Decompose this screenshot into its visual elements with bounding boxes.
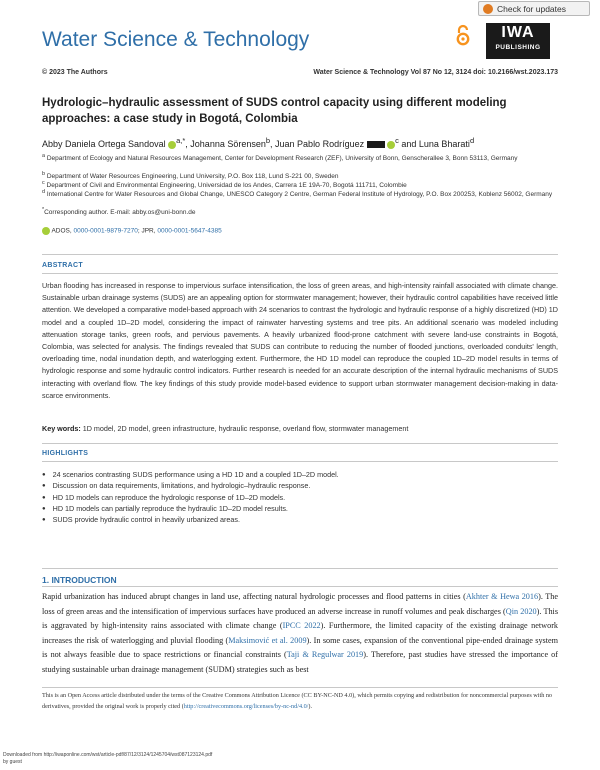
download-line: Downloaded from http://iwaponline.com/wst/article-pdf/87/12/3124/1245704/wst087123124.pdf (3, 752, 213, 758)
check-for-updates-button[interactable] (478, 1, 590, 16)
orcid-link[interactable]: 0000-0001-5647-4385 (157, 227, 222, 235)
citation-link[interactable]: IPCC 2022 (282, 621, 321, 631)
divider (42, 443, 558, 444)
abstract-text: Urban flooding has increased in response to impervious surface intensification, the loss of green areas, and high-intensity rainfall associated with climate change. Sustainable urban drainage systems (SUDS) are an appealing option for stormwater management; however, their hydraulic control capabilities have received little attention. We developed a comparative model-based approach with 24 scenarios to contrast the hydrologic and hydraulic response of a highly discretized (HD) 1D model and a coupled 1D–2D model, considering the impact of rainwater harvesting systems and tree pits. An additional scenario was modeled including attenuation storage tanks, green roofs, and pervious pavements. A heavily urbanized flood-prone catchment with severe land-use constraints in Bogotá, Colombia, was selected for analysis. The findings revealed that SUDS can contribute to reducing the number of flooded junctions, overloaded conduits' length, overloading time, nodal inundation depth, and waterlogging extent. Furthermore, the HD 1D model can reproduce the coupled 1D–2D model results in terms of hydrologic response and some hydraulic control indicators. Further research is needed for an accurate description of the internal hydraulic mechanisms of SUDS interacting with overland flow. The key findings of this study provide model-based evidence to support urban stormwater management decision-making in data-scarce environments. (42, 281, 558, 400)
affiliation-sup: c (42, 180, 45, 186)
affiliation (42, 206, 562, 217)
orcid-icon (42, 227, 50, 235)
license-link[interactable]: http://creativecommons.org/licenses/by-nc-nd/4.0/ (183, 703, 309, 710)
abstract-heading: ABSTRACT (42, 262, 83, 269)
highlight-item: ● HD 1D models can partially reproduce the hydraulic 1D–2D model results. (42, 503, 558, 514)
affiliation-text: Department of Civil and Environmental Engineering, Universidad de los Andes, Carrera 1E 19A-70, Bogotá 111711, Colombie (46, 182, 407, 190)
orcid-link[interactable]: 0000-0001-9879-7270 (73, 227, 138, 235)
license-notice (42, 690, 558, 712)
keywords-text: 1D model, 2D model, green infrastructure, hydraulic response, overland flow, stormwater management (80, 424, 409, 433)
affiliation-text: Department of Water Resources Engineering, Lund University, P.O. Box 118, Lund S-221 00, Sweden (46, 173, 339, 181)
download-line: by guest (3, 758, 22, 765)
license-text: This is an Open Access article distributed under the terms of the Creative Commons Attribution Licence (CC BY-NC-ND 4.0), which permits copying and redistribution for noncommercial purposes with no derivatives, provided the original work is properly cited ( (42, 692, 553, 710)
iwa-publishing-logo (486, 23, 550, 59)
orcid-label: ADOS, (51, 227, 74, 235)
highlights-heading: HIGHLIGHTS (42, 450, 89, 457)
body-text: ). Therefore, past studies have stressed the importance of studying sustainable urban drainage management (SUDM) strategies such as best (42, 650, 559, 674)
author-name: and Luna Bharati (398, 139, 470, 149)
highlight-item: ● 24 scenarios contrasting SUDS performance using a HD 1D and a coupled 1D–2D model. (42, 469, 558, 480)
orcid-icon[interactable] (387, 141, 395, 149)
introduction-paragraph (42, 590, 558, 678)
affiliation-sup: d (42, 189, 46, 195)
body-text: ). The loss of green areas and the intensification of impervious surfaces have produced an adverse increase in runoff volumes and peak discharges ( (42, 592, 558, 616)
orcid-icon[interactable] (168, 141, 176, 149)
divider (42, 461, 558, 462)
divider (42, 254, 558, 255)
journal-title: Water Science & Technology (42, 28, 310, 51)
divider (42, 687, 558, 688)
license-text: ). (308, 703, 313, 710)
highlight-item: ● Discussion on data requirements, limitations, and hydrologic–hydraulic response. (42, 480, 558, 491)
copyright-line: © 2023 The Authors (42, 69, 108, 76)
iwa-member-icon (367, 141, 385, 148)
citation-link[interactable]: Taji & Regulwar 2019 (286, 650, 364, 660)
check-updates-label: Check for updates (497, 3, 566, 14)
author-name: , Johanna Sörensen (185, 139, 266, 149)
orcid-line (42, 227, 222, 235)
logo-text: IWA (501, 24, 535, 41)
author-list (42, 136, 572, 149)
keywords-label: Key words: (42, 424, 81, 433)
download-watermark (3, 752, 212, 765)
body-text: ). In some cases, expansion of the conventional pipe-ended drainage system is not always feasible due to space restrictions or financial constraints ( (42, 635, 558, 660)
divider (42, 568, 558, 569)
affiliation-text: Corresponding author. E-mail: abby.os@uni-bonn.de (44, 209, 196, 217)
author-sup: d (469, 136, 475, 145)
keywords (42, 424, 558, 433)
affiliation (42, 152, 562, 163)
citation-line: Water Science & Technology Vol 87 No 12, 3124 doi: 10.2166/wst.2023.173 (313, 69, 558, 76)
logo-subtext: PUBLISHING (495, 44, 541, 51)
crossmark-icon (483, 4, 493, 14)
citation-link[interactable]: Qin 2020 (505, 606, 537, 616)
affiliation-sup: b (42, 171, 46, 177)
author-sup: a,* (176, 136, 186, 145)
orcid-label: ; JPR, (137, 227, 158, 235)
body-text: Rapid urbanization has induced abrupt changes in land use, affecting natural hydrologic processes and flood patterns in cities ( (42, 592, 466, 601)
divider (42, 273, 558, 274)
affiliation-sup: * (42, 207, 45, 213)
affiliation-sup: a (42, 153, 46, 159)
citation-link[interactable]: Akhter & Hewa 2016 (465, 592, 539, 601)
affiliation-text: International Centre for Water Resources and Global Change, UNESCO Category 2 Centre, German Federal Institute of Hydrology, P.O. Box 200253, Koblenz 56002, Germany (46, 191, 553, 199)
highlights-list (42, 469, 558, 525)
highlight-item: ● SUDS provide hydraulic control in heavily urbanized areas. (42, 514, 558, 525)
author-name: , Juan Pablo Rodríguez (270, 139, 365, 149)
body-text: ). Furthermore, the limited capacity of the existing drainage network increases the risk of waterlogging and pluvial flooding ( (42, 621, 559, 645)
author-sup: b (265, 136, 271, 145)
affiliation-text: Department of Ecology and Natural Resources Management, Center for Development Research (ZEF), University of Bonn, Genscherallee 3, Bonn 53113, Germany (46, 155, 518, 163)
highlight-item: ● HD 1D models can reproduce the hydrologic response of 1D–2D models. (42, 492, 558, 503)
open-access-icon (456, 24, 470, 46)
divider (42, 586, 558, 587)
author-sup: c (395, 136, 399, 145)
body-text: ). This is aggravated by high-intensity rains associated with climate change ( (42, 606, 559, 631)
citation-link[interactable]: Maksimović et al. 2009 (228, 635, 307, 645)
affiliation (42, 188, 562, 199)
author-name: Abby Daniela Ortega Sandoval (42, 139, 166, 149)
section-heading: 1. INTRODUCTION (42, 575, 117, 585)
paper-title: Hydrologic–hydraulic assessment of SUDS control capacity using different modeling approaches: a case study in Bogotá, Colombia (42, 97, 507, 125)
